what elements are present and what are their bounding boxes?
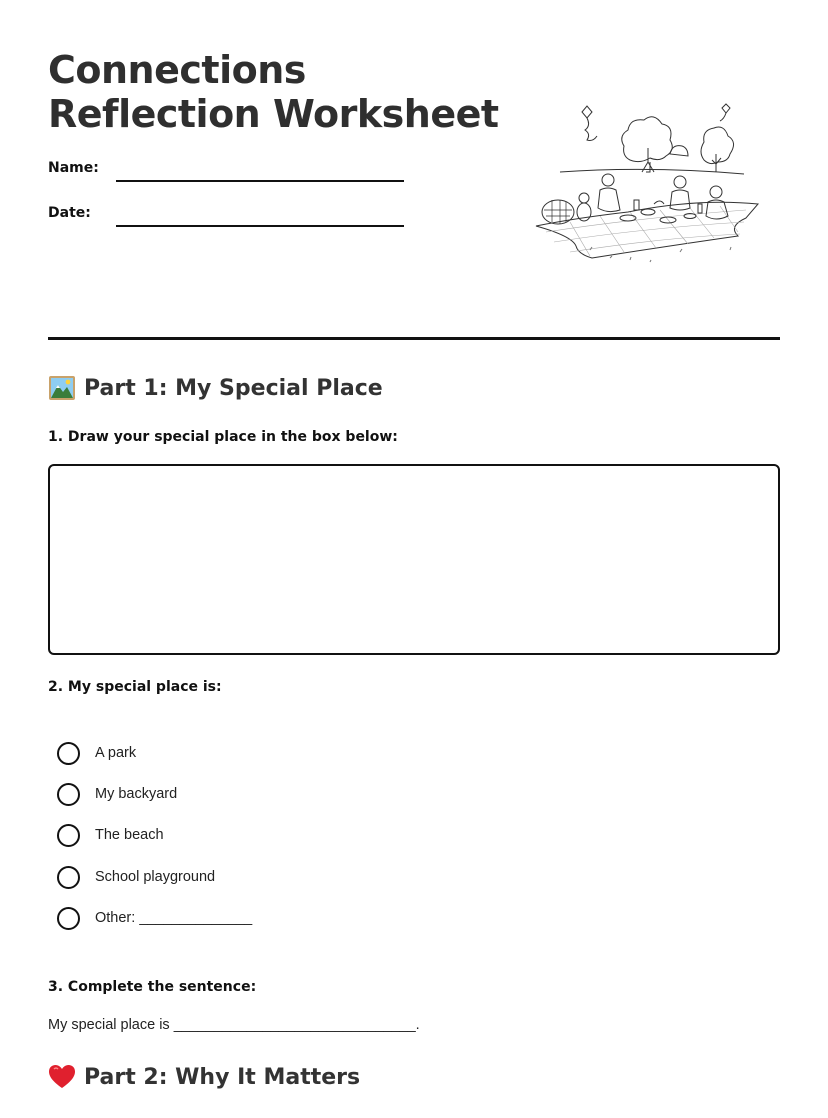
radio-circle[interactable] [57, 783, 80, 806]
part2-heading [48, 1063, 360, 1091]
drawing-box[interactable] [48, 464, 780, 655]
date-field[interactable] [116, 225, 404, 227]
radio-circle[interactable] [57, 907, 80, 930]
option-label: School playground [95, 869, 216, 885]
option-other[interactable] [57, 906, 252, 930]
sentence-completion[interactable]: My special place is ______________________________. [48, 1017, 420, 1033]
picnic-illustration [530, 100, 770, 265]
radio-circle[interactable] [57, 742, 80, 765]
option-label: My backyard [95, 786, 178, 802]
option-school-playground[interactable] [57, 865, 215, 889]
radio-circle[interactable] [57, 866, 80, 889]
option-the-beach[interactable] [57, 823, 164, 847]
option-label: The beach [95, 827, 164, 843]
option-label: Other: ______________ [95, 910, 253, 926]
page-title: Connections Reflection Worksheet [48, 48, 499, 136]
date-label: Date: [48, 205, 91, 221]
picture-landscape-icon [48, 374, 76, 402]
part2-heading-text: Part 2: Why It Matters [84, 1064, 361, 1090]
section-divider [48, 337, 780, 340]
question-3: 3. Complete the sentence: [48, 979, 257, 995]
name-label: Name: [48, 160, 99, 176]
option-label: A park [95, 745, 137, 761]
option-a-park[interactable] [57, 741, 136, 765]
option-my-backyard[interactable] [57, 782, 177, 806]
name-field[interactable] [116, 180, 404, 182]
part1-heading [48, 374, 383, 402]
question-1: 1. Draw your special place in the box below: [48, 429, 398, 445]
red-heart-icon [48, 1063, 76, 1091]
radio-circle[interactable] [57, 824, 80, 847]
part1-heading-text: Part 1: My Special Place [84, 375, 383, 401]
question-2: 2. My special place is: [48, 679, 222, 695]
